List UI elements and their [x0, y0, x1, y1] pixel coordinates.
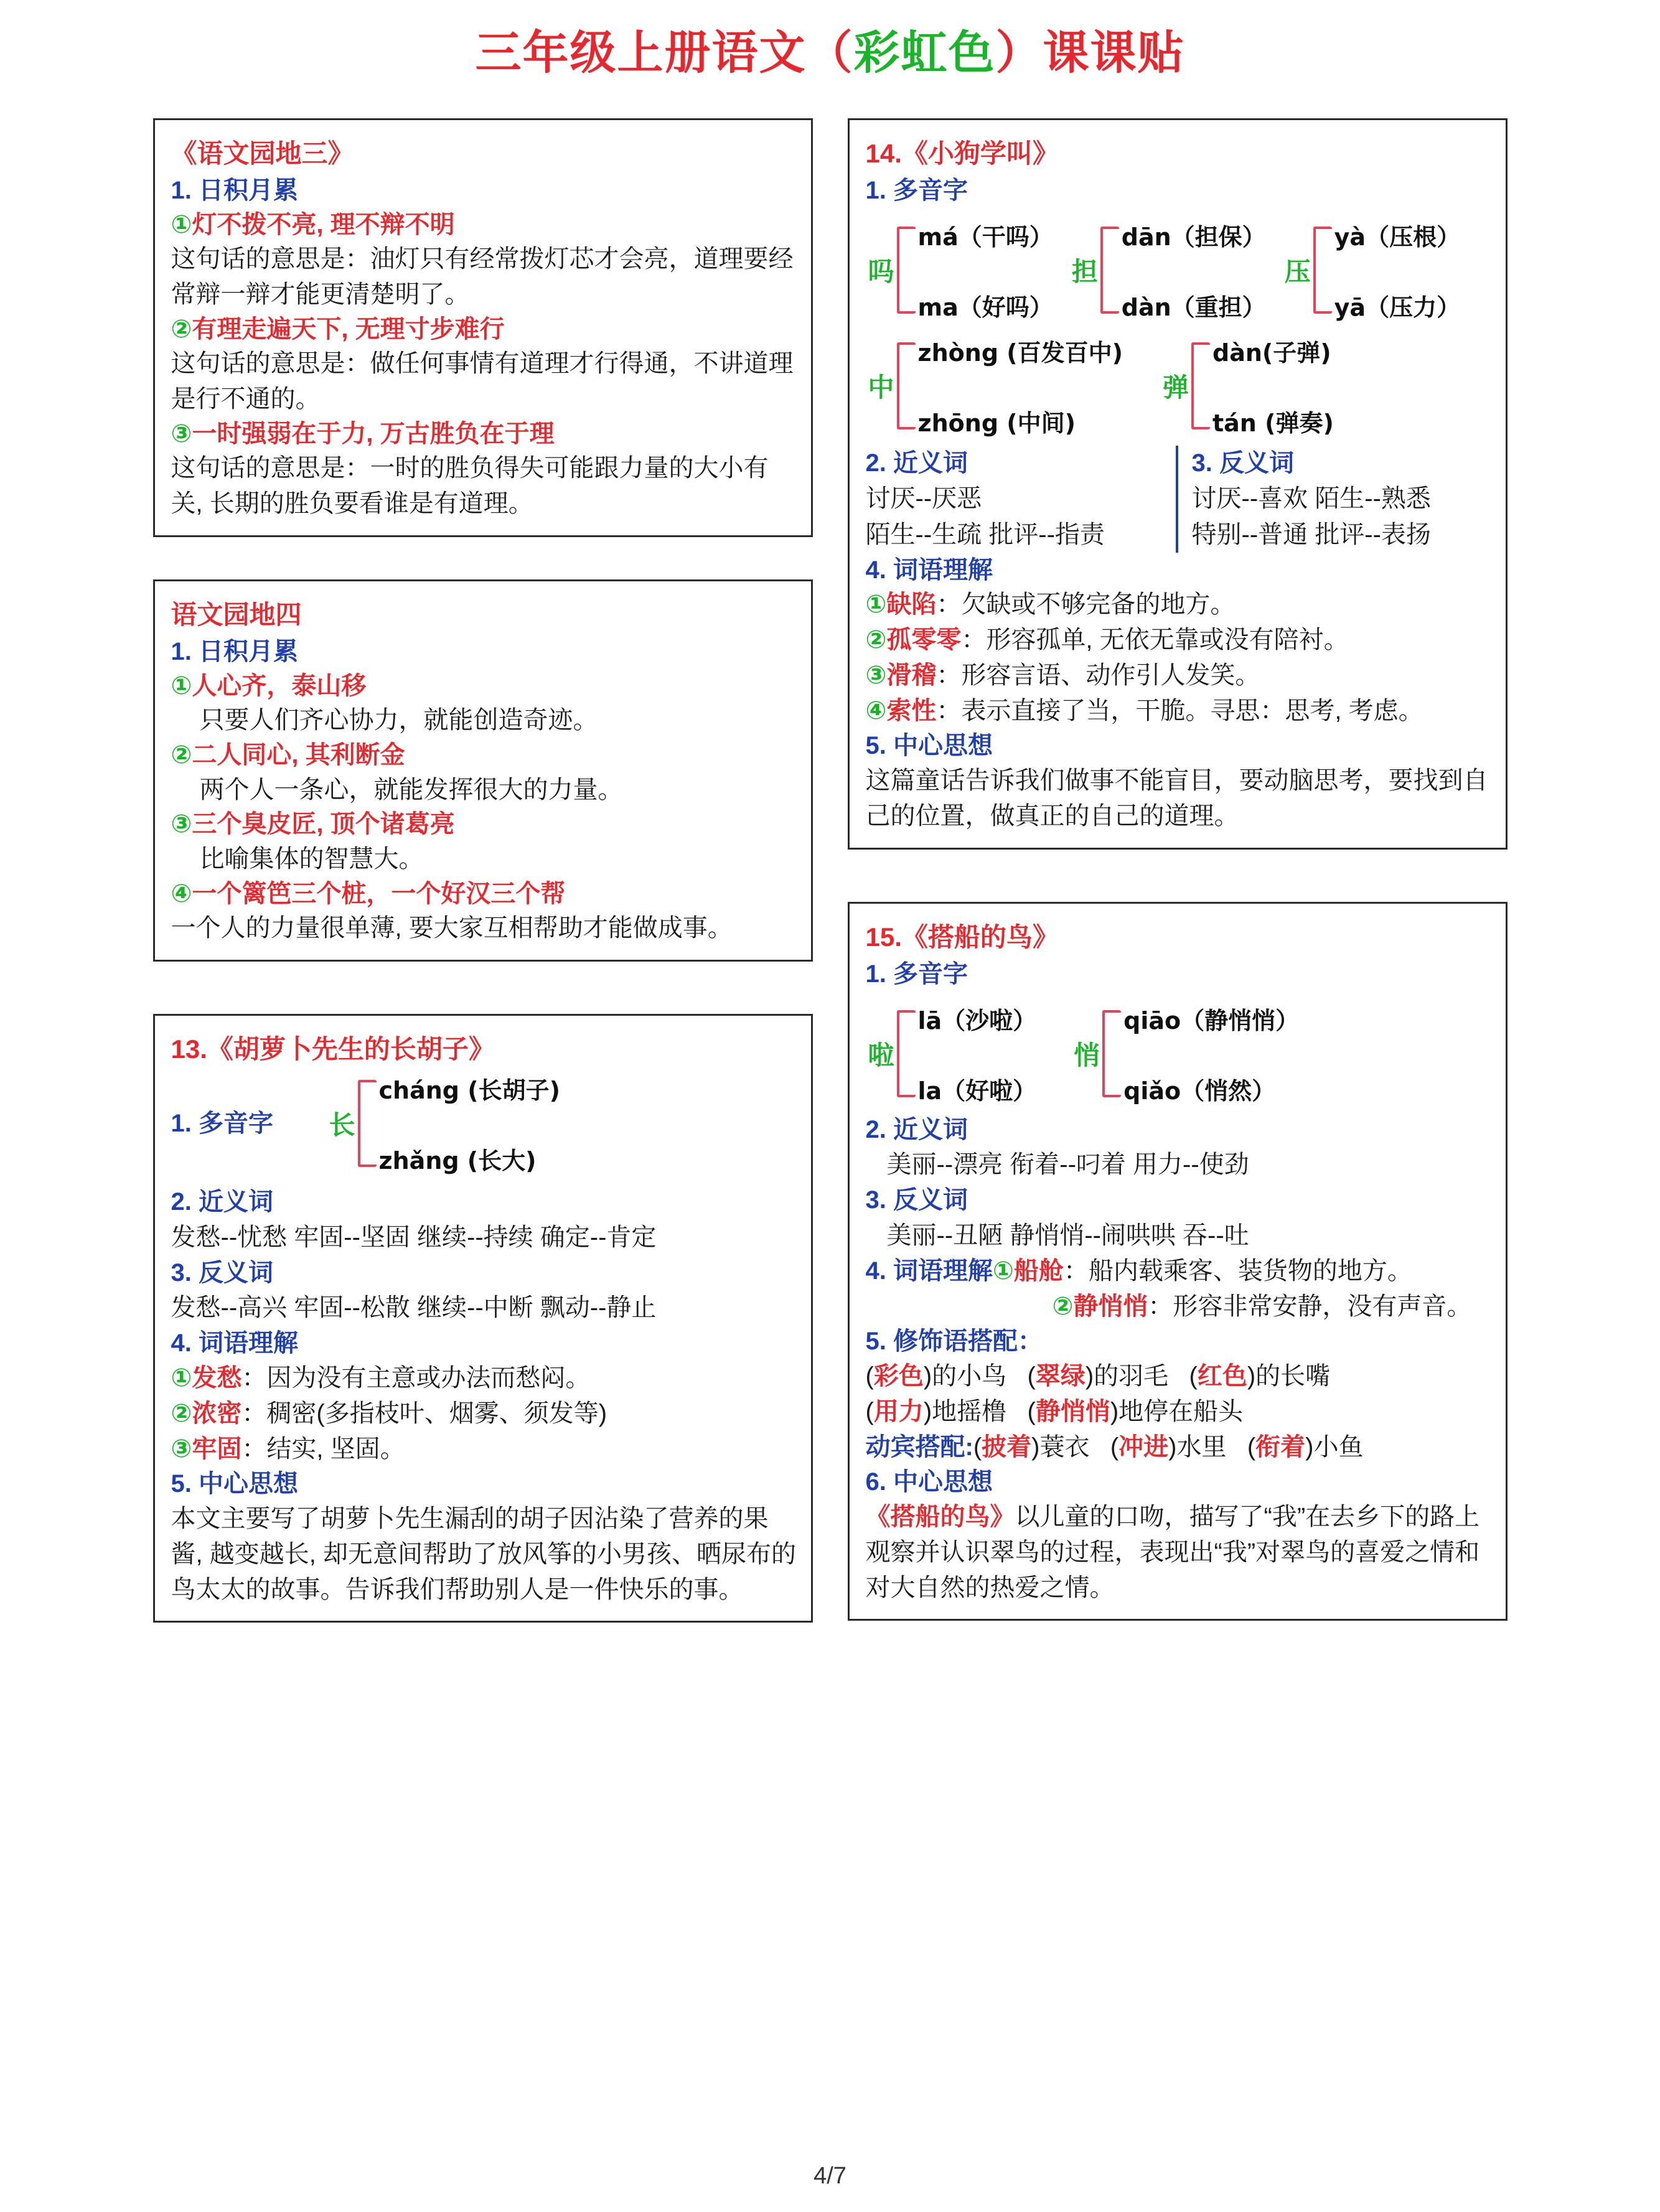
modifier-line: (彩色)的小鸟 (翠绿)的羽毛 (红色)的长嘴	[865, 1362, 1331, 1390]
polyphone-reading: zhōng (中间)	[917, 410, 1076, 438]
polyphone-readings	[916, 218, 1053, 322]
spacer	[153, 962, 813, 1014]
card-lesson-13	[153, 1014, 813, 1623]
object-word: 小鱼	[1313, 1433, 1364, 1461]
card-lesson-14	[848, 118, 1508, 850]
polyphone-group	[866, 332, 1123, 439]
bracket-icon	[1191, 342, 1210, 429]
polyphone-reading: yà（压根）	[1334, 223, 1461, 251]
bracket-icon	[897, 342, 916, 429]
marker-circle: ③	[171, 1435, 192, 1463]
modifier-noun: 的小鸟	[932, 1362, 1007, 1390]
polyphone-group	[327, 1070, 560, 1177]
polyphone-reading: qiāo（静悄悄）	[1123, 1006, 1300, 1034]
section-heading: 6. 中心思想	[865, 1468, 993, 1496]
polyphone-diagram	[171, 1070, 797, 1177]
idiom-text: 灯不拨不亮, 理不辩不明	[192, 211, 455, 239]
marker-circle: ②	[171, 316, 192, 344]
polyphone-character: 啦	[868, 1040, 894, 1070]
definition-entry	[171, 1432, 797, 1467]
idiom-explanation: 这句话的意思是：一时的胜负得失可能跟力量的大小有关, 长期的胜负要看谁是有道理。	[171, 454, 769, 518]
bracket-icon	[1102, 1010, 1121, 1097]
antonym-column	[1176, 446, 1492, 553]
marker-circle: ①	[171, 211, 192, 239]
polyphone-reading: dàn（重担）	[1121, 294, 1266, 322]
verb-word: 披着	[982, 1433, 1032, 1461]
section-heading: 2. 近义词	[171, 1188, 273, 1216]
polyphone-reading: la（好啦）	[917, 1077, 1037, 1105]
lesson-title: 13.《胡萝卜先生的长胡子》	[171, 1034, 495, 1064]
idiom-explanation: 一个人的力量很单薄, 要大家互相帮助才能做成事。	[171, 914, 733, 942]
polyphone-readings	[1121, 1001, 1299, 1106]
modifier-noun: 地停在船头	[1118, 1397, 1244, 1425]
synonym-column	[866, 446, 1176, 553]
polyphone-reading: dān（担保）	[1121, 223, 1266, 251]
section-heading: 2. 近义词	[865, 1115, 968, 1143]
marker-circle: ①	[865, 591, 887, 619]
bracket-icon	[1313, 227, 1332, 314]
polyphone-reading: má（干吗）	[917, 223, 1053, 251]
marker-circle: ③	[865, 661, 887, 689]
verb-object-label: 动宾搭配	[865, 1433, 965, 1461]
polyphone-reading: qiǎo（悄然）	[1123, 1077, 1276, 1105]
definition-meaning: ：形容非常安静，没有声音。	[1148, 1292, 1472, 1320]
marker-circle: ①	[171, 672, 192, 700]
object-word: 蓑衣	[1039, 1433, 1090, 1461]
right-column	[848, 118, 1508, 1621]
definition-meaning: ：稠密(多指枝叶、烟雾、须发等)	[241, 1399, 607, 1427]
idiom-explanation: 这句话的意思是：油灯只有经常拨灯芯才会亮，道理要经常辩一辩才能更清楚明了。	[171, 245, 794, 309]
synonym-line: 讨厌--厌恶	[865, 484, 982, 512]
definition-entry	[866, 658, 1492, 693]
definition-entry	[866, 587, 1492, 622]
section-heading: 4. 词语理解	[865, 556, 993, 584]
section-heading: 1. 多音字	[865, 960, 968, 988]
modifier-word: 静悄悄	[1035, 1397, 1110, 1425]
idiom-explanation: 只要人们齐心协力，就能创造奇迹。	[199, 706, 598, 734]
lesson-title: 15.《搭船的鸟》	[865, 922, 1059, 952]
marker-circle: ④	[865, 696, 887, 724]
definition-word: 滑稽	[886, 661, 937, 689]
definition-word: 船舱	[1013, 1257, 1064, 1285]
polyphone-reading: cháng (长胡子)	[378, 1077, 560, 1105]
definition-entry	[171, 1361, 797, 1396]
polyphone-reading: zhǎng (长大)	[378, 1147, 537, 1175]
polyphone-group	[866, 217, 1053, 324]
idiom-explanation: 这句话的意思是：做任何事情有道理才行得通，不讲道理是行不通的。	[171, 350, 794, 413]
idiom-entry	[171, 738, 797, 772]
definition-meaning: ：形容孤单, 无依无靠或没有陪衬。	[961, 626, 1349, 654]
antonym-list: 美丽--丑陋 静悄悄--闹哄哄 吞--吐	[886, 1221, 1249, 1249]
idiom-text: 一时强弱在于力, 万古胜负在于理	[192, 420, 555, 448]
polyphone-character: 担	[1071, 257, 1098, 287]
section-heading: 3. 反义词	[865, 1186, 968, 1214]
content-columns	[0, 118, 1660, 1623]
section-heading: 1. 日积月累	[171, 177, 298, 205]
polyphone-readings	[916, 1001, 1037, 1106]
section-heading: 2. 近义词	[865, 449, 968, 477]
lesson-title: 《语文园地三》	[171, 139, 354, 168]
marker-circle: ④	[171, 879, 192, 907]
verb-word: 衔着	[1255, 1433, 1306, 1461]
polyphone-character: 中	[868, 373, 894, 403]
card-yuwenyuandi-san	[153, 118, 813, 537]
definition-word: 缺陷	[886, 591, 937, 619]
idiom-text: 有理走遍天下, 无理寸步难行	[192, 316, 505, 344]
spacer	[848, 850, 1508, 902]
definition-entry	[866, 1289, 1492, 1324]
antonym-line: 特别--普通 批评--表扬	[1191, 520, 1431, 548]
definition-word: 浓密	[192, 1399, 242, 1427]
main-idea-text	[866, 1499, 1492, 1605]
page-number: 4/7	[814, 2163, 846, 2189]
section-heading: 3. 反义词	[1191, 449, 1294, 477]
polyphone-group	[1160, 332, 1334, 439]
polyphone-character: 悄	[1074, 1040, 1100, 1070]
polyphone-group	[1282, 217, 1460, 324]
polyphone-character: 吗	[868, 257, 894, 287]
marker-circle: ②	[171, 1399, 192, 1427]
section-heading: 5. 中心思想	[171, 1470, 298, 1498]
verb-object-line: 动宾搭配:(披着)蓑衣 (冲进)水里 (衔着)小鱼	[865, 1433, 1364, 1461]
main-idea-text: 这篇童话告诉我们做事不能盲目，要动脑思考，要找到自己的位置，做真正的自己的道理。	[865, 767, 1488, 830]
polyphone-readings	[916, 334, 1123, 438]
lesson-title: 语文园地四	[171, 599, 302, 629]
polyphone-reading: yā（压力）	[1334, 294, 1461, 322]
modifier-noun: 地摇橹	[932, 1397, 1007, 1425]
polyphone-readings	[1332, 218, 1460, 322]
modifier-word: 彩色	[873, 1362, 924, 1390]
section-heading: 5. 修饰语搭配：	[865, 1328, 1043, 1356]
colon: :	[965, 1433, 973, 1461]
idiom-entry	[171, 807, 797, 841]
section-heading: 1. 多音字	[171, 1110, 273, 1138]
definition-word: 孤零零	[886, 626, 962, 654]
polyphone-character: 弹	[1162, 373, 1189, 403]
card-yuwenyuandi-si	[153, 579, 813, 962]
marker-circle: ①	[171, 1364, 192, 1392]
polyphone-reading: zhòng (百发百中)	[917, 339, 1123, 367]
card-lesson-15	[848, 902, 1508, 1621]
marker-circle: ①	[992, 1257, 1014, 1285]
object-word: 水里	[1176, 1433, 1227, 1461]
marker-circle: ②	[1052, 1292, 1074, 1320]
section-heading: 1. 日积月累	[171, 638, 298, 666]
polyphone-group	[1069, 217, 1266, 324]
title-part-2: ）课课贴	[995, 27, 1185, 78]
modifier-word: 翠绿	[1035, 1362, 1086, 1390]
idiom-entry	[171, 312, 797, 346]
section-heading: 5. 中心思想	[865, 732, 993, 760]
definition-word: 牢固	[192, 1435, 242, 1463]
polyphone-character: 长	[329, 1110, 355, 1140]
verb-word: 冲进	[1118, 1433, 1169, 1461]
marker-circle: ②	[171, 741, 192, 769]
definition-entry	[866, 1254, 1492, 1289]
synonym-line: 陌生--生疏 批评--指责	[865, 520, 1105, 548]
definition-entry	[866, 622, 1492, 658]
lesson-title: 14.《小狗学叫》	[865, 139, 1059, 168]
modifier-word: 用力	[873, 1397, 924, 1425]
synonym-list: 发愁--忧愁 牢固--坚固 继续--持续 确定--肯定	[171, 1223, 657, 1251]
idiom-text: 二人同心, 其利断金	[192, 741, 405, 769]
main-idea-text: 本文主要写了胡萝卜先生漏刮的胡子因沾染了营养的果酱, 越变越长, 却无意间帮助了放风筝的小男孩、晒尿布的鸟太太的故事。告诉我们帮助别人是一件快乐的事。	[171, 1504, 796, 1603]
polyphone-group	[866, 1000, 1037, 1107]
marker-circle: ③	[171, 810, 192, 838]
definition-meaning: ：结实, 坚固。	[241, 1435, 405, 1463]
modifier-line: (用力)地摇橹 (静悄悄)地停在船头	[865, 1397, 1244, 1425]
section-heading: 4. 词语理解	[865, 1257, 993, 1285]
definition-entry	[866, 693, 1492, 729]
polyphone-diagram-row	[866, 217, 1492, 324]
marker-circle: ②	[865, 626, 887, 654]
main-idea-body: 以儿童的口吻，描写了“我”在去乡下的路上观察并认识翠鸟的过程，表现出“我”对翠鸟的喜爱之情和对大自然的热爱之情。	[865, 1502, 1480, 1601]
definition-meaning: ：形容言语、动作引人发笑。	[936, 661, 1260, 689]
modifier-noun: 的长嘴	[1255, 1362, 1331, 1390]
synonym-list: 美丽--漂亮 衔着--叼着 用力--使劲	[886, 1151, 1249, 1179]
idiom-entry	[171, 877, 797, 911]
polyphone-character: 压	[1284, 257, 1311, 287]
definition-word: 静悄悄	[1073, 1292, 1148, 1320]
polyphone-readings	[377, 1071, 560, 1176]
modifier-word: 红色	[1197, 1362, 1247, 1390]
main-idea-title: 《搭船的鸟》	[865, 1502, 1015, 1530]
polyphone-group	[1071, 1000, 1299, 1107]
polyphone-diagram-row	[866, 1000, 1492, 1107]
title-highlight: 彩虹色	[853, 27, 996, 78]
idiom-explanation: 比喻集体的智慧大。	[199, 845, 424, 873]
idiom-text: 三个臭皮匠, 顶个诸葛亮	[192, 810, 455, 838]
polyphone-readings	[1119, 218, 1266, 322]
page-title	[0, 0, 1660, 82]
definition-meaning: ：因为没有主意或办法而愁闷。	[241, 1364, 591, 1392]
polyphone-readings	[1210, 334, 1334, 438]
bracket-icon	[358, 1080, 377, 1167]
bracket-icon	[897, 227, 916, 314]
idiom-text: 一个篱笆三个桩，一个好汉三个帮	[192, 879, 566, 907]
left-column	[153, 118, 813, 1623]
idiom-text: 人心齐，泰山移	[192, 672, 367, 700]
polyphone-diagram-row	[866, 332, 1492, 439]
idiom-entry	[171, 417, 797, 451]
polyphone-reading: ma（好吗）	[917, 294, 1053, 322]
definition-meaning: ：船内载乘客、装货物的地方。	[1063, 1257, 1412, 1285]
section-heading: 3. 反义词	[171, 1258, 273, 1286]
marker-circle: ③	[171, 420, 192, 448]
synonym-antonym-split	[866, 446, 1492, 553]
definition-word: 索性	[886, 696, 937, 724]
polyphone-reading: tán (弹奏)	[1212, 410, 1334, 438]
antonym-line: 讨厌--喜欢 陌生--熟悉	[1191, 484, 1431, 512]
definition-meaning: ：欠缺或不够完备的地方。	[936, 591, 1236, 619]
section-heading: 1. 多音字	[865, 177, 968, 205]
spacer	[153, 537, 813, 579]
idiom-entry	[171, 669, 797, 703]
definition-entry	[171, 1396, 797, 1432]
definition-meaning: ：表示直接了当，干脆。寻思：思考, 考虑。	[936, 696, 1423, 724]
section-heading: 4. 词语理解	[171, 1329, 298, 1357]
modifier-noun: 的羽毛	[1094, 1362, 1169, 1390]
bracket-icon	[897, 1010, 916, 1097]
idiom-explanation: 两个人一条心，就能发挥很大的力量。	[199, 776, 623, 804]
bracket-icon	[1100, 227, 1119, 314]
idiom-entry	[171, 208, 797, 241]
antonym-list: 发愁--高兴 牢固--松散 继续--中断 飘动--静止	[171, 1294, 657, 1322]
polyphone-reading: dàn(子弹)	[1212, 339, 1331, 367]
polyphone-reading: lā（沙啦）	[917, 1006, 1037, 1034]
definition-word: 发愁	[192, 1364, 242, 1392]
title-part-1: 三年级上册语文（	[475, 27, 854, 78]
